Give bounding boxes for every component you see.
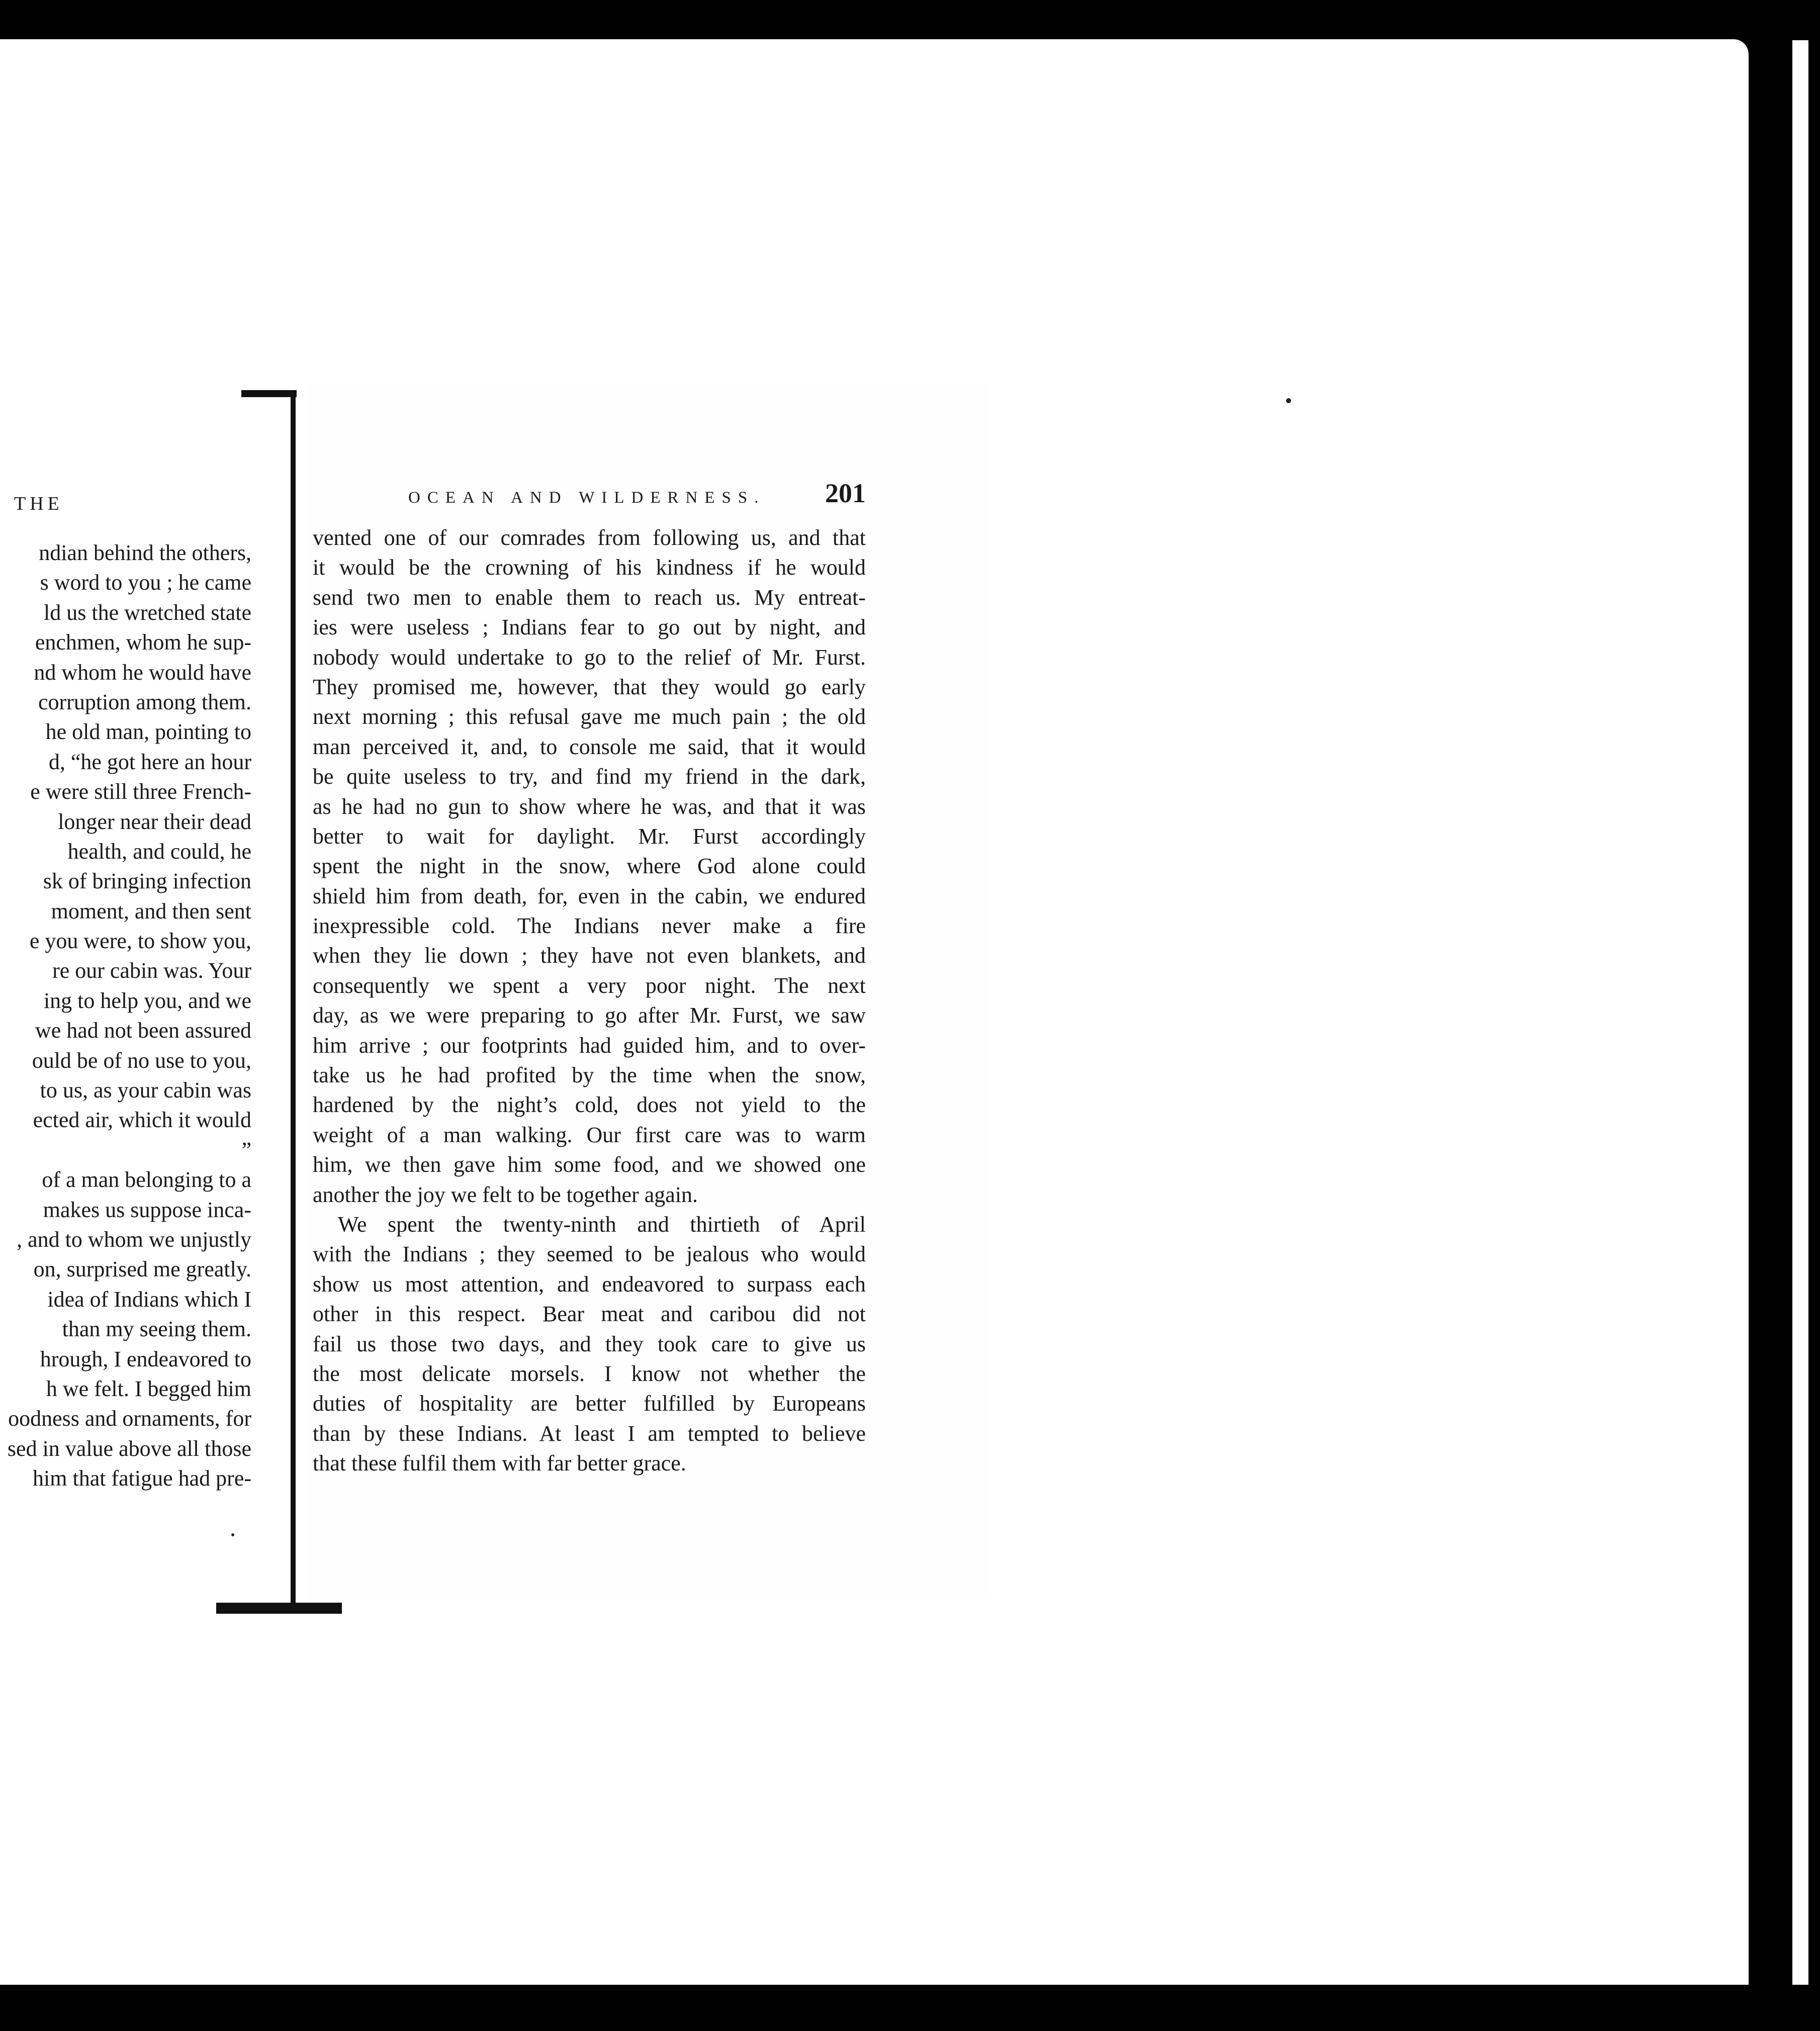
text-line: ing to help you, and we <box>43 988 251 1013</box>
text-line: duties of hospitality are better fulfilled by Europeans <box>313 1391 866 1416</box>
right-page-text <box>313 523 866 1479</box>
gutter-top-cap <box>241 390 297 397</box>
text-line: man perceived it, and, to console me said, that it would <box>313 734 866 759</box>
text-line: next morning ; this refusal gave me much pain ; the old <box>313 704 866 729</box>
text-line: it would be the crowning of his kindness if he would <box>313 555 866 580</box>
text-line: him arrive ; our footprints had guided him, and to over- <box>313 1033 866 1058</box>
text-line: They promised me, however, that they would go early <box>313 674 866 699</box>
text-line: show us most attention, and endeavored to surpass each <box>313 1271 866 1297</box>
scan-edge-strip <box>1792 40 1808 2026</box>
text-line: corruption among them. <box>38 689 251 714</box>
text-line: ndian behind the others, <box>39 540 251 565</box>
left-running-head: THE <box>14 493 63 514</box>
left-page-text <box>0 538 251 1494</box>
text-line: moment, and then sent <box>51 898 251 924</box>
text-line: be quite useless to try, and find my friend in the dark, <box>313 764 866 789</box>
text-line: ould be of no use to you, <box>32 1048 251 1073</box>
text-line: hrough, I endeavored to <box>40 1346 251 1371</box>
text-line: as he had no gun to show where he was, and that it was <box>313 794 866 819</box>
left-page-column <box>0 493 256 1498</box>
text-line: another the joy we felt to be together again. <box>313 1182 698 1207</box>
text-line: of a man belonging to a <box>42 1167 251 1192</box>
text-line: health, and could, he <box>67 839 251 864</box>
scan-border-top <box>0 0 1820 39</box>
text-line: longer near their dead <box>58 809 251 834</box>
text-line: than by these Indians. At least I am tempted to believe <box>313 1421 866 1446</box>
text-line: enchmen, whom he sup- <box>35 630 251 655</box>
text-line: weight of a man walking. Our first care was to warm <box>313 1122 866 1147</box>
text-line: ected air, which it would <box>33 1107 251 1133</box>
text-line: than my seeing them. <box>62 1317 251 1342</box>
text-line: fail us those two days, and they took care to give us <box>313 1331 866 1356</box>
right-page-column <box>313 478 866 1479</box>
text-line: h we felt. I begged him <box>46 1376 251 1401</box>
text-line: sed in value above all those <box>7 1436 251 1461</box>
text-line: sk of bringing infection <box>43 869 251 894</box>
text-line: him that fatigue had pre- <box>33 1466 251 1491</box>
text-line: to us, as your cabin was <box>40 1078 251 1103</box>
running-head <box>313 478 866 523</box>
text-line: shield him from death, for, even in the cabin, we endured <box>313 883 866 908</box>
text-line: d, “he got here an hour <box>48 749 251 774</box>
scan-border-right <box>1749 0 1820 2031</box>
text-line: , and to whom we unjustly <box>17 1227 251 1252</box>
text-line: nobody would undertake to go to the relief of Mr. Furst. <box>313 644 866 670</box>
text-line: idea of Indians which I <box>47 1286 251 1312</box>
text-line: that these fulfil them with far better grace. <box>313 1451 686 1476</box>
text-line: vented one of our comrades from following us, and that <box>313 525 866 550</box>
scan-border-bottom <box>0 1985 1820 2031</box>
text-line: on, surprised me greatly. <box>33 1257 251 1282</box>
text-line: nd whom he would have <box>34 660 251 685</box>
text-line: ” <box>241 1137 251 1162</box>
gutter-foot <box>216 1603 342 1614</box>
text-line: he old man, pointing to <box>45 719 251 745</box>
text-line: better to wait for daylight. Mr. Furst accordingly <box>313 823 866 849</box>
text-line: we had not been assured <box>35 1018 251 1043</box>
text-line: other in this respect. Bear meat and caribou did not <box>313 1302 866 1327</box>
text-line: e were still three French- <box>30 779 251 804</box>
text-line: the most delicate morsels. I know not whether the <box>313 1361 866 1386</box>
text-line: makes us suppose inca- <box>43 1197 251 1222</box>
text-line: send two men to enable them to reach us. My entreat- <box>313 585 866 610</box>
text-line: e you were, to show you, <box>29 929 251 954</box>
text-line: ld us the wretched state <box>44 600 251 625</box>
running-title: OCEAN AND WILDERNESS. <box>408 489 766 507</box>
book-gutter <box>291 392 296 1609</box>
text-line: ies were useless ; Indians fear to go out by night, and <box>313 615 866 640</box>
text-line: when they lie down ; they have not even blankets, and <box>313 943 866 968</box>
text-line: with the Indians ; they seemed to be jealous who would <box>313 1242 866 1267</box>
text-line: him, we then gave him some food, and we showed one <box>313 1152 866 1177</box>
text-line: re our cabin was. Your <box>52 958 251 983</box>
text-line: consequently we spent a very poor night. The next <box>313 973 866 998</box>
text-line: We spent the twenty-ninth and thirtieth of April <box>338 1212 866 1237</box>
text-line: spent the night in the snow, where God alone could <box>313 854 866 879</box>
text-line: oodness and ornaments, for <box>8 1406 251 1431</box>
text-line: inexpressible cold. The Indians never make a fire <box>313 913 866 939</box>
text-line: s word to you ; he came <box>40 570 251 595</box>
page-number: 201 <box>825 478 866 508</box>
text-line: take us he had profited by the time when the snow, <box>313 1063 866 1088</box>
text-line: hardened by the night’s cold, does not yield to the <box>313 1092 866 1118</box>
text-line: day, as we were preparing to go after Mr. Furst, we saw <box>313 1003 866 1028</box>
scan-speck <box>231 1533 234 1536</box>
scan-speck <box>1286 398 1291 403</box>
